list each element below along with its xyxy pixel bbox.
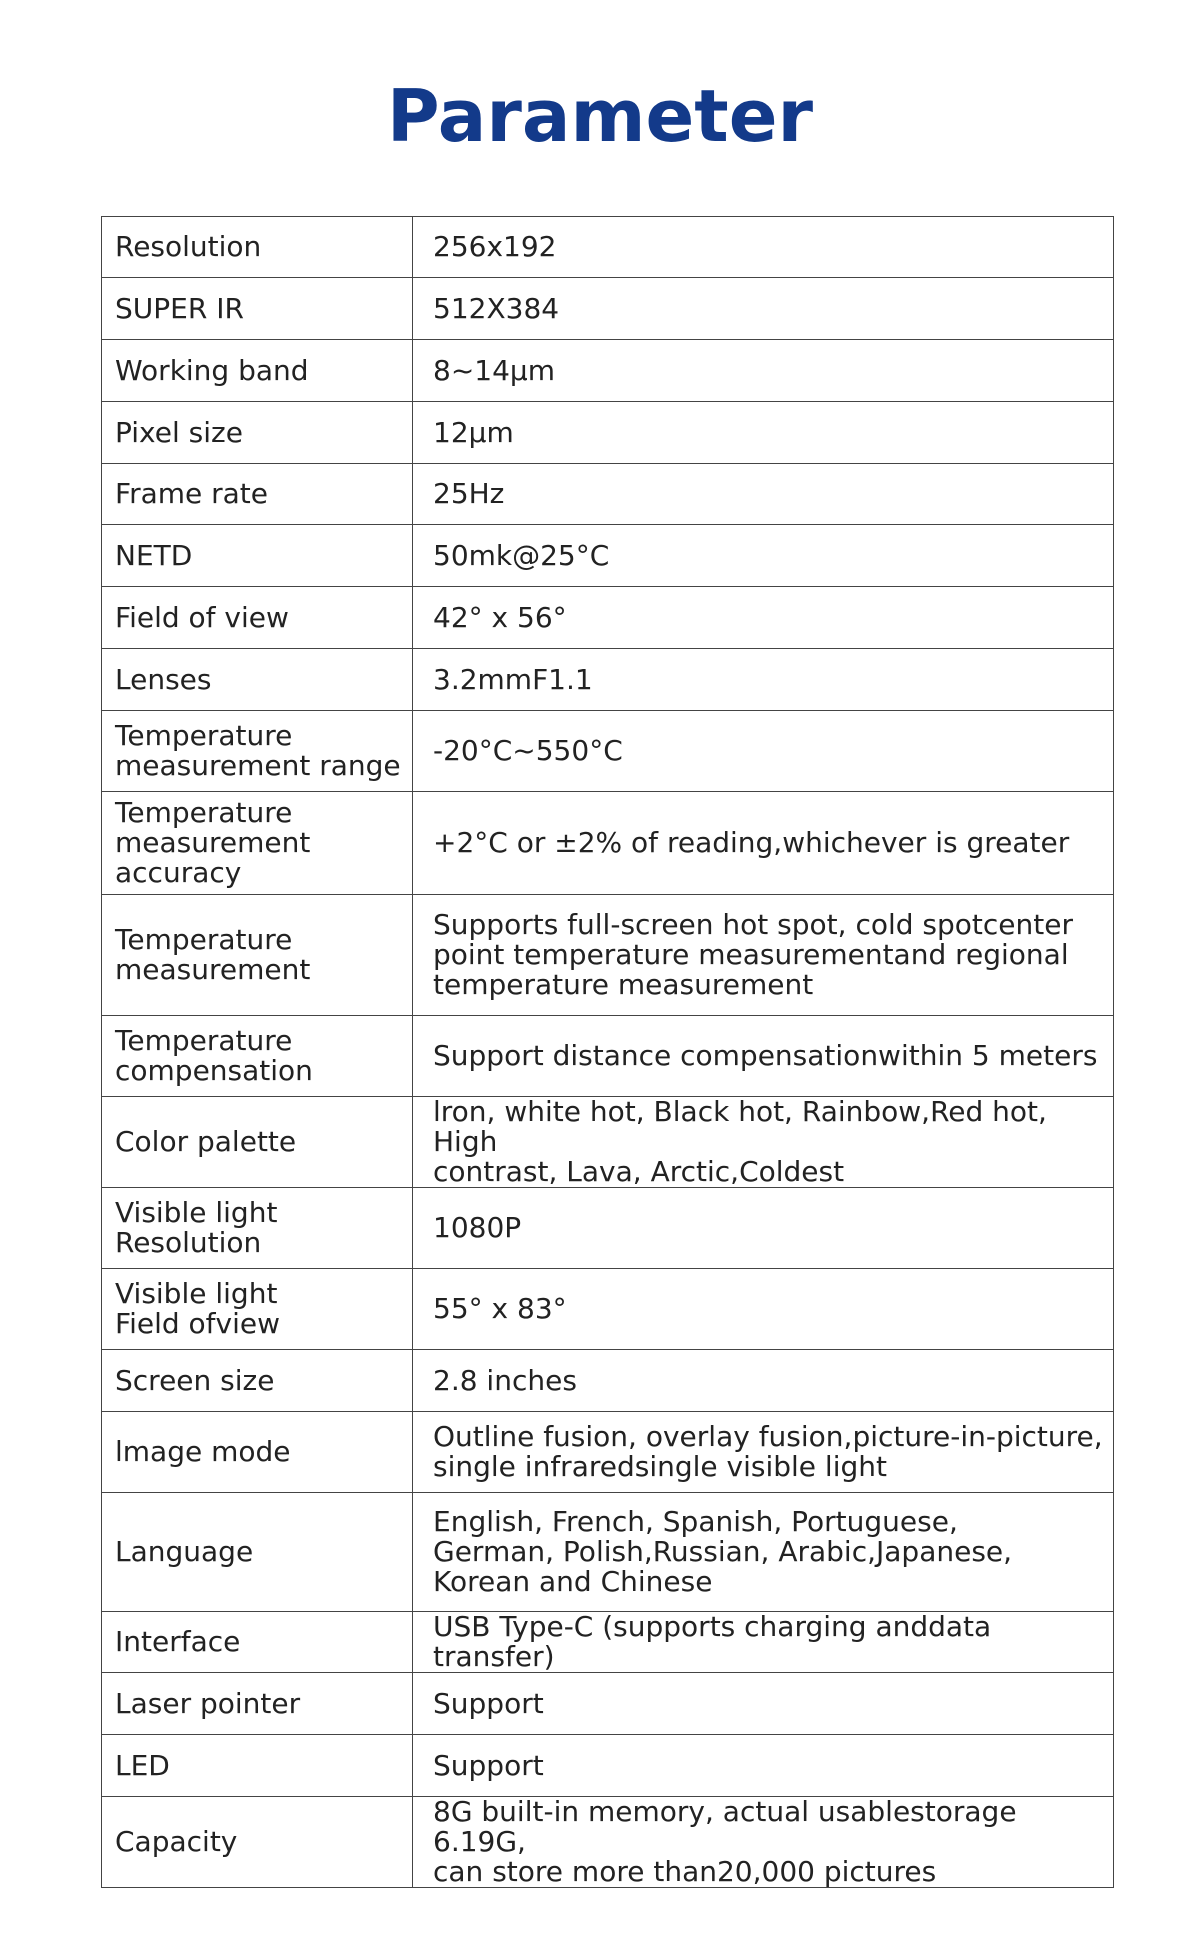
parameter-label: Temperature measurement: [102, 895, 413, 1016]
parameter-value: 1080P: [413, 1188, 1114, 1269]
table-row: [102, 1188, 1114, 1269]
parameter-label: NETD: [102, 525, 413, 587]
table-row: [102, 1269, 1114, 1350]
table-row: [102, 587, 1114, 649]
parameter-value: lron, white hot, Black hot, Rainbow,Red hot, High contrast, Lava, Arctic,Coldest: [413, 1097, 1114, 1188]
parameter-label: Resolution: [102, 217, 413, 278]
parameter-label: Temperature measurement accuracy: [102, 792, 413, 895]
parameter-value: Support distance compensationwithin 5 meters: [413, 1016, 1114, 1097]
parameter-label: Language: [102, 1493, 413, 1612]
table-row: [102, 1612, 1114, 1673]
table-row: [102, 711, 1114, 792]
parameter-value: Support: [413, 1673, 1114, 1735]
parameter-value: Supports full-screen hot spot, cold spotcenter point temperature measurementand regional temperature measurement: [413, 895, 1114, 1016]
parameter-value: 25Hz: [413, 464, 1114, 525]
parameter-value: 55° x 83°: [413, 1269, 1114, 1350]
parameter-label: Pixel size: [102, 402, 413, 464]
parameter-value: 8G built-in memory, actual usablestorage 6.19G, can store more than20,000 pictures: [413, 1797, 1114, 1888]
table-row: [102, 278, 1114, 340]
parameter-value: 12μm: [413, 402, 1114, 464]
table-row: [102, 1735, 1114, 1797]
parameter-label: Temperature compensation: [102, 1016, 413, 1097]
table-row: [102, 1016, 1114, 1097]
parameter-label: Screen size: [102, 1350, 413, 1412]
parameter-label: Interface: [102, 1612, 413, 1673]
table-row: [102, 895, 1114, 1016]
parameter-label: Visible light Field ofview: [102, 1269, 413, 1350]
parameter-label: Capacity: [102, 1797, 413, 1888]
table-row: [102, 1493, 1114, 1612]
table-row: [102, 525, 1114, 587]
table-row: [102, 340, 1114, 402]
page-title: Parameter: [386, 74, 814, 158]
parameter-label: SUPER IR: [102, 278, 413, 340]
parameter-value: +2°C or ±2% of reading,whichever is greater: [413, 792, 1114, 895]
table-row: [102, 464, 1114, 525]
parameter-label: lmage mode: [102, 1412, 413, 1493]
table-row: [102, 792, 1114, 895]
parameter-label: Color palette: [102, 1097, 413, 1188]
parameter-value: 50mk@25°C: [413, 525, 1114, 587]
parameter-value: -20°C~550°C: [413, 711, 1114, 792]
table-row: [102, 649, 1114, 711]
parameter-table: [101, 216, 1114, 1888]
table-row: [102, 217, 1114, 278]
parameter-value: 3.2mmF1.1: [413, 649, 1114, 711]
parameter-label: Frame rate: [102, 464, 413, 525]
parameter-value: 2.8 inches: [413, 1350, 1114, 1412]
parameter-label: Visible light Resolution: [102, 1188, 413, 1269]
table-row: [102, 1097, 1114, 1188]
parameter-value: 256x192: [413, 217, 1114, 278]
table-row: [102, 1797, 1114, 1888]
parameter-label: LED: [102, 1735, 413, 1797]
parameter-value: Support: [413, 1735, 1114, 1797]
parameter-label: Laser pointer: [102, 1673, 413, 1735]
parameter-label: Lenses: [102, 649, 413, 711]
parameter-label: Working band: [102, 340, 413, 402]
table-row: [102, 1350, 1114, 1412]
parameter-value: English, French, Spanish, Portuguese, German, Polish,Russian, Arabic,Japanese, Korean and Chinese: [413, 1493, 1114, 1612]
parameter-value: 42° x 56°: [413, 587, 1114, 649]
parameter-value: USB Type-C (supports charging anddata transfer): [413, 1612, 1114, 1673]
parameter-value: 8~14μm: [413, 340, 1114, 402]
table-row: [102, 402, 1114, 464]
parameter-label: Field of view: [102, 587, 413, 649]
parameter-label: Temperature measurement range: [102, 711, 413, 792]
table-row: [102, 1673, 1114, 1735]
table-row: [102, 1412, 1114, 1493]
parameter-value: Outline fusion, overlay fusion,picture-in-picture, single infraredsingle visible light: [413, 1412, 1114, 1493]
parameter-value: 512X384: [413, 278, 1114, 340]
